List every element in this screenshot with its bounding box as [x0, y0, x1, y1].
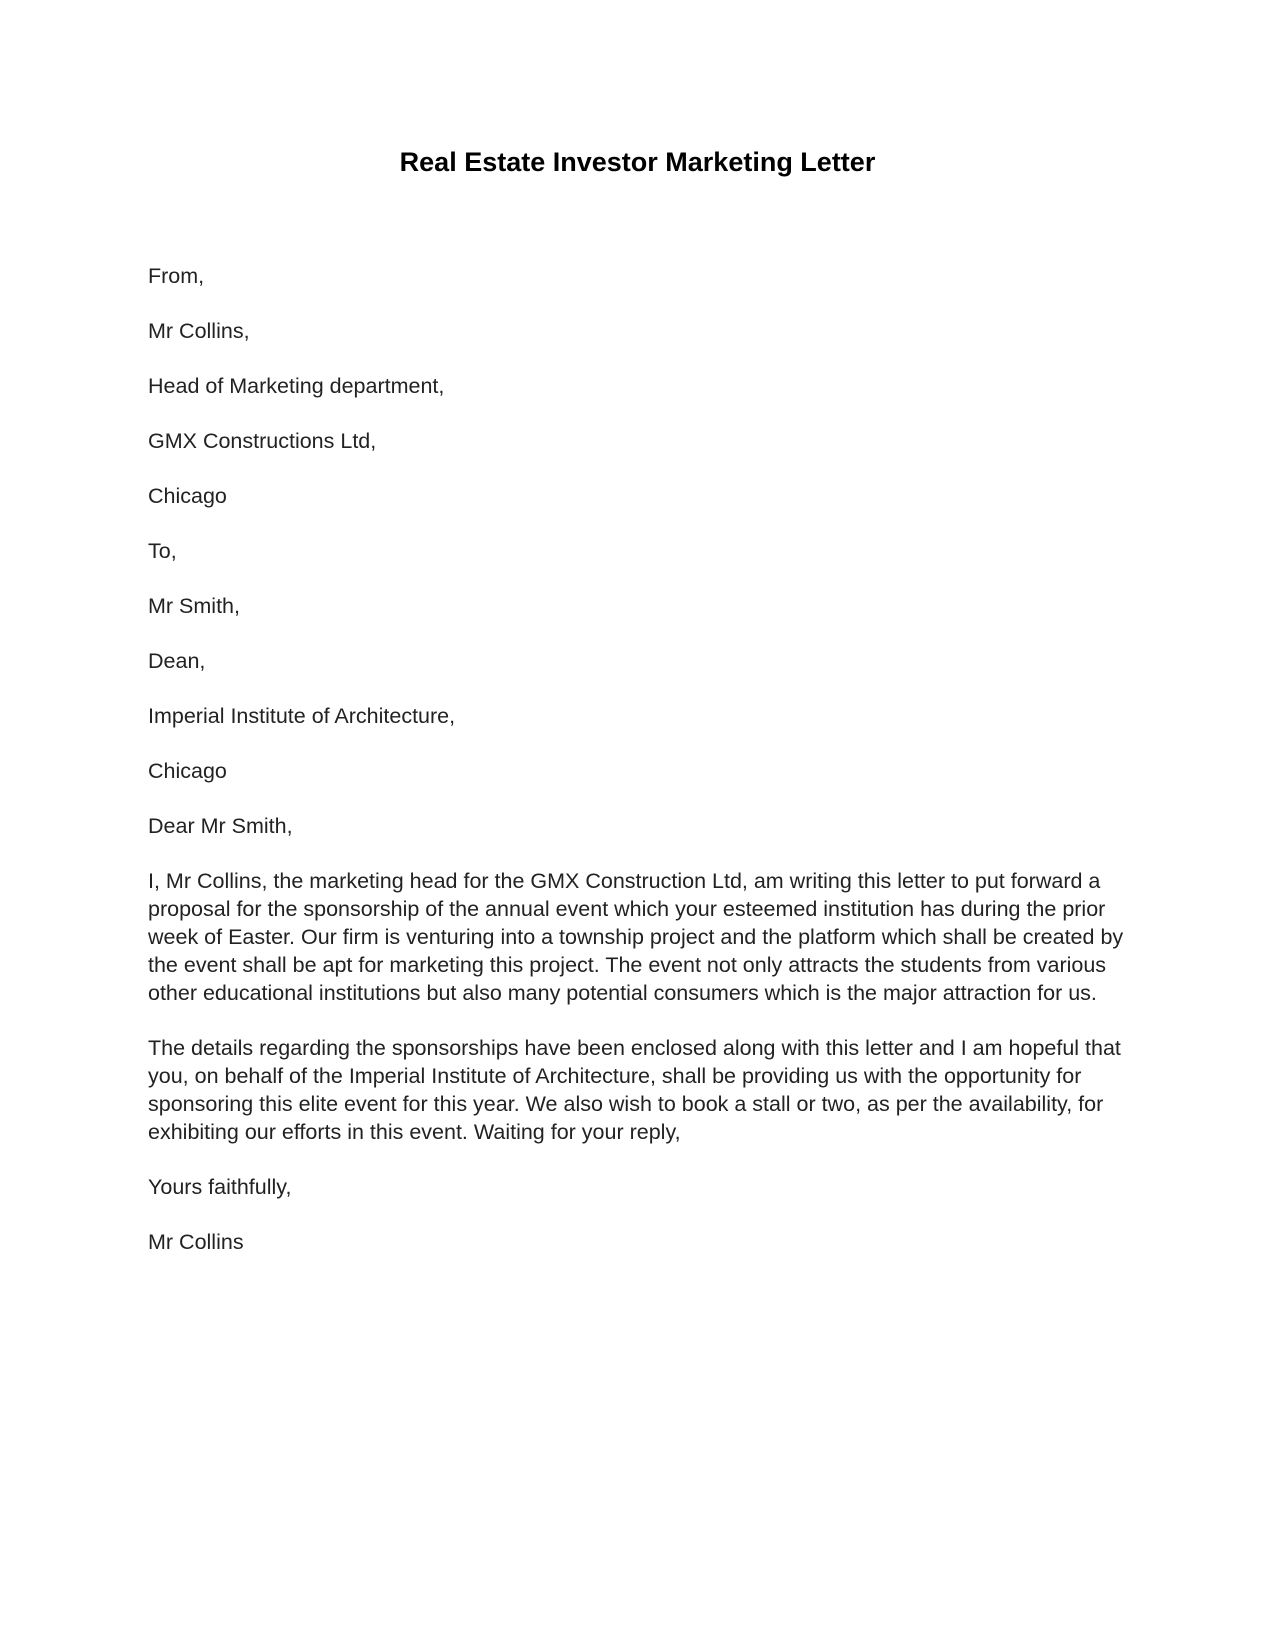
to-label: To, [148, 539, 177, 563]
recipient-position: Dean, [148, 649, 206, 673]
from-label: From, [148, 264, 205, 288]
closing: Yours faithfully, [148, 1175, 292, 1199]
signature: Mr Collins [148, 1230, 244, 1254]
recipient-name: Mr Smith, [148, 594, 240, 618]
sender-city: Chicago [148, 484, 227, 508]
sender-position: Head of Marketing department, [148, 374, 445, 398]
letter-body [148, 262, 1148, 1283]
body-paragraph-2: The details regarding the sponsorships have been enclosed along with this letter and I am hopeful that you, on behalf of the Imperial Institute of Architecture, shall be providing us with the opportunity for sponsoring this elite event for this year. We also wish to book a stall or two, as per the availability, for exhibiting our efforts in this event. Waiting for your reply, [148, 1036, 1121, 1144]
salutation: Dear Mr Smith, [148, 814, 293, 838]
recipient-city: Chicago [148, 759, 227, 783]
sender-company: GMX Constructions Ltd, [148, 429, 377, 453]
sender-name: Mr Collins, [148, 319, 250, 343]
recipient-institution: Imperial Institute of Architecture, [148, 704, 456, 728]
document-title: Real Estate Investor Marketing Letter [399, 147, 876, 177]
body-paragraph-1: I, Mr Collins, the marketing head for the GMX Construction Ltd, am writing this letter to put forward a proposal for the sponsorship of the annual event which your esteemed institution has during the prior week of Easter. Our firm is venturing into a township project and the platform which shall be created by the event shall be apt for marketing this project. The event not only attracts the students from various other educational institutions but also many potential consumers which is the major attraction for us. [148, 869, 1124, 1005]
